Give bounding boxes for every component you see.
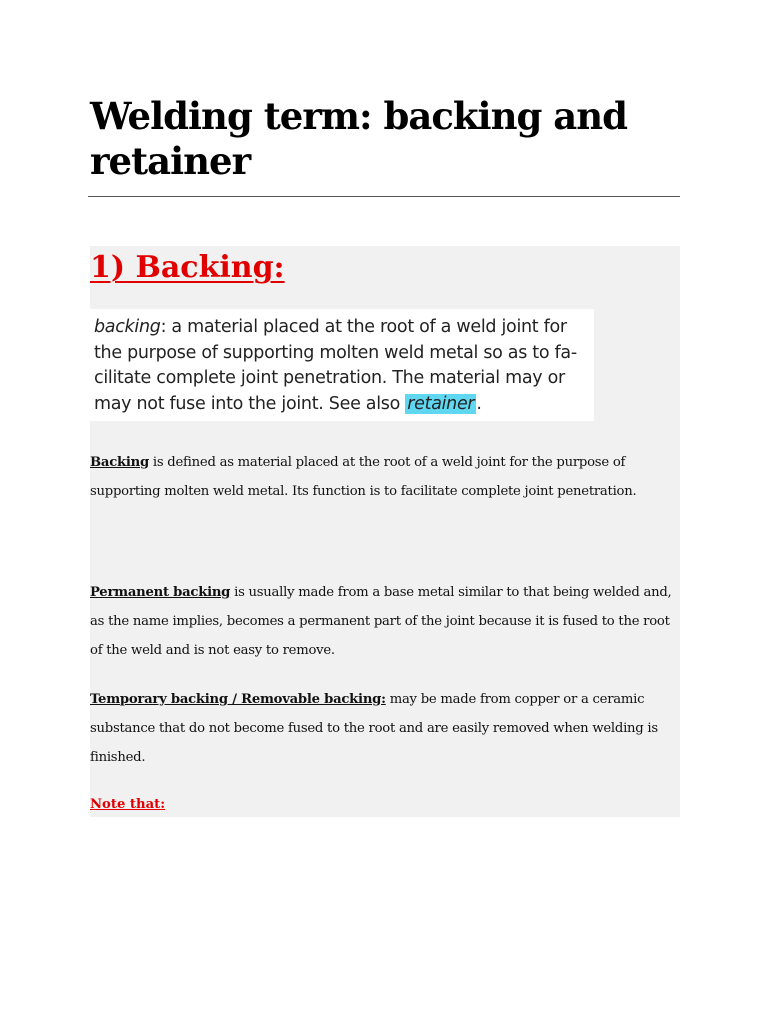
term-permanent-backing: Permanent backing (90, 585, 231, 600)
paragraph-permanent-backing-text: is usually made from a base metal similar to that being welded and, as the name implies, becomes a permanent part of the joint because it is fused to the root of the weld and is not easy to remove. (90, 585, 672, 658)
definition-end: . (476, 393, 482, 414)
term-temporary-backing: Temporary backing / Removable backing: (90, 692, 386, 707)
paragraph-backing-text: is defined as material placed at the root of a weld joint for the purpose of supporting molten weld metal. Its function is to facilitate complete joint penetration. (90, 455, 637, 499)
page-title: Welding term: backing and retainer (90, 94, 627, 183)
definition-text: : a material placed at the root of a weld joint for the purpose of supporting molten weld metal so as to fa- cilitate complete joint penetration. The material may or may not fuse into the joint. See also (94, 317, 577, 414)
paragraph-temporary-backing-text: may be made from copper or a ceramic substance that do not become fused to the root and are easily removed when welding is finished. (90, 692, 658, 765)
paragraph-temporary-backing (90, 685, 680, 772)
content-panel (90, 246, 680, 817)
definition-box (90, 309, 594, 421)
title-divider (88, 196, 680, 197)
retainer-highlight: retainer (407, 393, 475, 414)
paragraph-backing (90, 448, 680, 506)
note-label: Note that: (90, 797, 166, 812)
definition-term: backing (94, 317, 161, 337)
term-backing: Backing (90, 455, 149, 470)
paragraph-permanent-backing (90, 578, 680, 665)
section-heading: 1) Backing: (90, 250, 285, 285)
